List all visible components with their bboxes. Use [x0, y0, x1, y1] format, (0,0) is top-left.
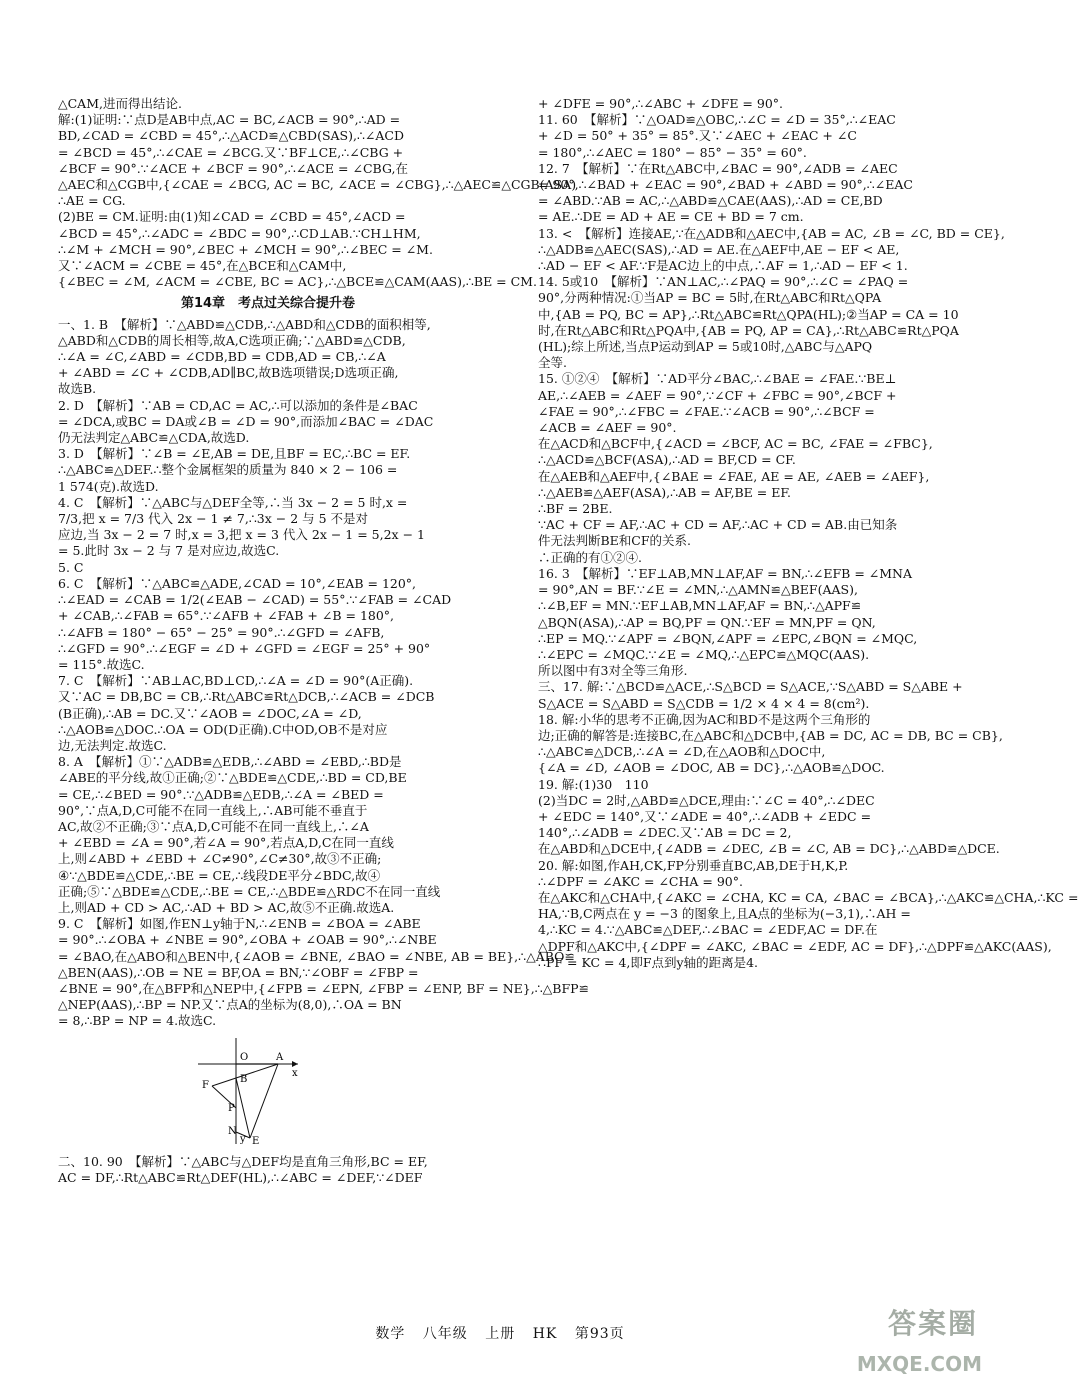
text-line: 20. 解:如图,作AH,CK,FP分别垂直BC,AB,DE于H,K,P. — [538, 857, 849, 873]
text-line: 3. D 【解析】∵∠B = ∠E,AB = DE,且BF = EC,∴BC = EF. — [58, 446, 411, 462]
text-line: ∴△ACD≌△BCF(ASA),∴AD = BF,CD = CF. — [538, 452, 796, 468]
text-line: (2)BE = CM.证明:由(1)知∠CAD = ∠CBD = 45°,∠ACD = — [58, 209, 406, 225]
text-line: = AE.∴DE = AD + AE = CE + BD = 7 cm. — [538, 209, 804, 225]
text-line: △BEN(AAS),∴OB = NE = BF,OA = BN,∵∠OBF = ∠FBP = — [58, 964, 419, 980]
text-line: 所以图中有3对全等三角形. — [538, 663, 688, 679]
text-line: AE,∴∠AEB = ∠AEF = 90°,∵∠CF + ∠FBC = 90°,∠BCF + — [538, 387, 897, 403]
text-line: 边,无法判定.故选C. — [58, 737, 167, 753]
text-line: 在△ABD和△DCE中,{∠ADB = ∠DEC, ∠B = ∠C, AB = DC},∴△ABD≌△DCE. — [538, 841, 1000, 857]
text-line: ∴正确的有①②④. — [538, 549, 642, 565]
text-line: + ∠EDC = 140°,又∵∠ADE = 40°,∴∠ADB + ∠EDC = — [538, 808, 872, 824]
footer-edition: HK — [532, 1326, 558, 1342]
text-line: ④∵△BDE≌△CDE,∴BE = CE,∴线段DE平分∠BDC,故④ — [58, 867, 381, 883]
text-line: + ∠CAB,∴∠FAB = 65°.∵∠AFB + ∠FAB + ∠B = 180°, — [58, 608, 395, 624]
text-line: 15. ①②④ 【解析】∵AD平分∠BAC,∴∠BAE = ∠FAE.∵BE⊥ — [538, 371, 897, 387]
text-line: 在△AEB和△AEF中,{∠BAE = ∠FAE, AE = AE, ∠AEB = ∠AEF}, — [538, 468, 930, 484]
text-line: 仍无法判定△ABC≌△CDA,故选D. — [58, 430, 250, 446]
text-line: 又∵∠ACM = ∠CBE = 45°,在△BCE和△CAM中, — [58, 258, 347, 274]
text-line: ∴EP = MQ.∵∠APF = ∠BQN,∠APF = ∠EPC,∠BQN = ∠MQC, — [538, 630, 918, 646]
text-line: ∠BCD = 45°,∴∠ADC = ∠BDC = 90°,∴CD⊥AB.∵CH⊥HM, — [58, 225, 421, 241]
text-line: 90°,分两种情况:①当AP = BC = 5时,在Rt△ABC和Rt△QPA — [538, 290, 882, 306]
text-line: = 90°.∴∠OBA + ∠NBE = 90°,∠OBA + ∠OAB = 90°,∴∠NBE — [58, 932, 437, 948]
text-line: ∴AE = CG. — [58, 193, 126, 209]
text-line: (2)当DC = 2时,△ABD≌△DCE,理由:∵∠C = 40°,∴∠DEC — [538, 792, 875, 808]
text-line: 又∵AC = DB,BC = CB,∴Rt△ABC≌Rt△DCB,∴∠ACB = ∠DCB — [58, 689, 435, 705]
text-line: = 8,∴BP = NP = 4.故选C. — [58, 1013, 217, 1029]
text-line: 4. C 【解析】∵△ABC与△DEF全等,∴当 3x − 2 = 5 时,x = — [58, 494, 408, 510]
text-line: ∴∠GFD = 90°.∴∠EGF = ∠D + ∠GFD = ∠EGF = 25° + 90° — [58, 640, 431, 656]
text-line: ∴△AEB≌△AEF(ASA),∴AB = AF,BE = EF. — [538, 484, 792, 500]
text-line: ∴∠M + ∠MCH = 90°,∠BEC + ∠MCH = 90°,∴∠BEC = ∠M. — [58, 241, 433, 257]
text-line: 2. D 【解析】∵AB = CD,AC = AC,∴可以添加的条件是∠BAC — [58, 397, 418, 413]
text-line: 一、1. B 【解析】∵△ABD≌△CDB,∴△ABD和△CDB的面积相等, — [58, 316, 431, 332]
text-line: ∠BNE = 90°,在△BFP和△NEP中,{∠FPB = ∠EPN, ∠FBP = ∠ENP, BF = NE},∴△BFP≌ — [58, 980, 590, 996]
text-line: AC,故②不正确;③∵点A,D,C可能不在同一直线上,∴∠A — [58, 818, 369, 834]
text-line: 18. 解:小华的思考不正确,因为AC和BD不是这两个三角形的 — [538, 711, 871, 727]
text-line: ∴△AOB≌△DOC.∴OA = OD(D正确).C中OD,OB不是对应 — [58, 721, 388, 737]
chapter-title: 第14章 考点过关综合提升卷 — [180, 296, 356, 312]
text-line: ∴BF = 2BE. — [538, 501, 613, 517]
text-line: △CAM,进而得出结论. — [58, 96, 182, 111]
answer-block-fill-blank — [58, 1154, 478, 1186]
text-line: 6. C 【解析】∵△ABC≌△ADE,∠CAD = 10°,∠EAB = 120°, — [58, 575, 417, 591]
text-line: = ∠BAO,在△ABO和△BEN中,{∠AOB = ∠BNE, ∠BAO = ∠NBE, AB = BE},∴△ABO≌ — [58, 948, 575, 964]
text-line: 故选B. — [58, 381, 97, 397]
text-line: ∠BCF = 90°.∵∠ACE + ∠BCF = 90°,∴∠ACE = ∠CBG,在 — [58, 160, 408, 176]
label-e: E — [252, 1135, 260, 1147]
text-line: 在△AKC和△CHA中,{∠AKC = ∠CHA, KC = CA, ∠BAC = ∠BCA},∴△AKC≌△CHA,∴KC = — [538, 889, 1078, 905]
text-line: ∵AC + CF = AF,∴AC + CD = AF,∴AC + CD = AB.由已知条 — [538, 517, 898, 533]
text-line: ∴∠A = ∠C,∠ABD = ∠CDB,BD = CDB,AD = CB,∴∠A — [58, 349, 386, 365]
text-line: BD,∠CAD = ∠CBD = 45°,∴△ACD≌△CBD(SAS),∴∠ACD — [58, 128, 404, 144]
text-line: (HL);综上所述,当点P运动到AP = 5或10时,△ABC与△APQ — [538, 339, 873, 355]
text-line: AC = DF,∴Rt△ABC≌Rt△DEF(HL),∴∠ABC = ∠DEF,∵∠DEF — [58, 1169, 423, 1185]
text-line: 19. 解:(1)30 110 — [538, 776, 649, 792]
watermark-url: MXQE.COM — [856, 1352, 982, 1376]
text-line: 16. 3 【解析】∵EF⊥AB,MN⊥AF,AF = BN,∴∠EFB = ∠MNA — [538, 565, 912, 581]
text-line: △AEC和△CGB中,{∠CAE = ∠BCG, AC = BC, ∠ACE = ∠CBG},∴△AEC≌△CGB(ASA) — [58, 177, 577, 193]
text-line: △BQN(ASA),∴AP = BQ,PF = QN.∵EF = MN,PF = QN, — [538, 614, 876, 630]
text-line: △ABD和△CDB的周长相等,故A,C选项正确;∵△ABD≌△CDB, — [58, 332, 406, 348]
text-line: 12. 7 【解析】∵在Rt△ABC中,∠BAC = 90°,∠ADB = ∠AEC — [538, 160, 898, 176]
text-line: = ∠ABD.∵AB = AC,∴△ABD≌△CAE(AAS),∴AD = CE,BD — [538, 193, 883, 209]
text-line: + ∠EBD = ∠A = 90°,若∠A = 90°,若点A,D,C在同一直线 — [58, 835, 394, 851]
text-line: ∴△ABC≌△DCB,∴∠A = ∠D,在△AOB和△DOC中, — [538, 744, 826, 760]
answer-block-ch13 — [58, 96, 577, 290]
text-line: 4,∴KC = 4.∵△ABC≌△DEF,∴∠BAC = ∠EDF,AC = DF.在 — [538, 922, 878, 938]
text-line: ∠FAE = 90°,∴∠FBC = ∠FAE.∵∠ACB = 90°,∴∠BCF = — [538, 403, 875, 419]
label-x: x — [292, 1067, 298, 1079]
text-line: (B正确),∴AB = DC.又∵∠AOB = ∠DOC,∠A = ∠D, — [58, 705, 362, 721]
footer-grade: 八年级 — [422, 1326, 468, 1342]
label-y: y — [240, 1133, 246, 1145]
text-line: 应边,当 3x − 2 = 7 时,x = 3,把 x = 3 代入 2x − 1 = 5,2x − 1 — [58, 527, 425, 543]
text-line: 上,则∠ABD + ∠EBD + ∠C≠90°,∠C≠30°,故③不正确; — [58, 851, 382, 867]
text-line: = 90°,∴∠BAD + ∠EAC = 90°,∠BAD + ∠ABD = 90°,∴∠EAC — [538, 177, 913, 193]
text-line: = 5.此时 3x − 2 与 7 是对应边,故选C. — [58, 543, 280, 559]
label-b: B — [240, 1073, 248, 1085]
text-line: 上,则AD + CD > AC,∴AD + BD > AC,故⑤不正确.故选A. — [58, 899, 395, 915]
text-line: ∴∠EAD = ∠CAB = 1/2(∠EAB − ∠CAD) = 55°.∵∠FAB = ∠CAD — [58, 592, 452, 608]
text-line: ∴∠DPF = ∠AKC = ∠CHA = 90°. — [538, 873, 743, 889]
text-line: 13. < 【解析】连接AE,∵在△ADB和△AEC中,{AB = AC, ∠B = ∠C, BD = CE}, — [538, 225, 1005, 241]
text-line: {∠BEC = ∠M, ∠ACM = ∠CBE, BC = AC},∴△BCE≌△CAM(AAS),∴BE = CM. — [58, 274, 537, 290]
text-line: 解:(1)证明:∵点D是AB中点,AC = BC,∠ACB = 90°,∴AD = — [58, 112, 401, 128]
text-line: 5. C — [58, 559, 84, 575]
text-line: △DPF和△AKC中,{∠DPF = ∠AKC, ∠BAC = ∠EDF, AC = DF},∴△DPF≌△AKC(AAS), — [538, 938, 1052, 954]
label-n: N — [228, 1125, 237, 1137]
answer-block-right — [538, 96, 1078, 971]
text-line: ∴∠B,EF = MN.∵EF⊥AB,MN⊥AF,AF = BN,∴△APF≌ — [538, 598, 862, 614]
text-line: 8. A 【解析】①∵△ADB≌△EDB,∴∠ABD = ∠EBD,∴BD是 — [58, 754, 402, 770]
label-o: O — [240, 1051, 249, 1063]
right-column — [538, 96, 1078, 971]
text-line: 在△ACD和△BCF中,{∠ACD = ∠BCF, AC = BC, ∠FAE = ∠FBC}, — [538, 436, 933, 452]
coordinate-figure — [188, 1036, 478, 1150]
text-line: = 90°,AN = BF.∵∠E = ∠MN,∴△AMN≌△BEF(AAS), — [538, 582, 858, 598]
text-line: ∴∠EPC = ∠MQC.∵∠E = ∠MQ,∴△EPC≌△MQC(AAS). — [538, 646, 870, 662]
text-line: = ∠BCD = 45°,∴∠CAE = ∠BCG.又∵BF⊥CE,∴∠CBG + — [58, 144, 404, 160]
text-line: 11. 60 【解析】∵△OAD≌△OBC,∴∠C = ∠D = 35°,∴∠EAC — [538, 112, 896, 128]
label-a: A — [276, 1051, 284, 1063]
text-line: ∠ACB = ∠AEF = 90°. — [538, 420, 677, 436]
footer-subject: 数学 — [375, 1326, 406, 1342]
watermark-logo — [836, 1307, 986, 1386]
text-line: △NEP(AAS),∴BP = NP.又∵点A的坐标为(8,0),∴OA = BN — [58, 997, 402, 1013]
text-line: 全等. — [538, 355, 567, 371]
footer-volume: 上册 — [485, 1326, 516, 1342]
text-line: S△ACE = S△ABD = S△CDB = 1/2 × 4 × 4 = 8(cm²). — [538, 695, 870, 711]
text-line: 时,在Rt△ABC和Rt△PQA中,{AB = PQ, AP = CA},∴Rt△ABC≌Rt△PQA — [538, 322, 959, 338]
text-line: 90°,∵点A,D,C可能不在同一直线上,∴AB可能不垂直于 — [58, 802, 368, 818]
text-line: 正确;⑤∵△BDE≌△CDE,∴BE = CE,∴△BDE≌△RDC不在同一直线 — [58, 883, 441, 899]
text-line: 三、17. 解:∵△BCD≌△ACE,∴S△BCD = S△ACE,∵S△ABD = S△ABE + — [538, 679, 963, 695]
label-f: F — [202, 1079, 209, 1091]
text-line: ∠ABE的平分线,故①正确;②∵△BDE≌△CDE,∴BD = CD,BE — [58, 770, 407, 786]
text-line: HA,∵B,C两点在 y = −3 的图象上,且A点的坐标为(−3,1),∴AH = — [538, 906, 911, 922]
text-line: = 180°,∴∠AEC = 180° − 85° − 35° = 60°. — [538, 144, 807, 160]
text-line: + ∠DFE = 90°,∴∠ABC + ∠DFE = 90°. — [538, 96, 783, 111]
text-line: ∴△ADB≌△AEC(SAS),∴AD = AE.在△AEF中,AE − EF < AE, — [538, 241, 900, 257]
text-line: ∴PF = KC = 4,即F点到y轴的距离是4. — [538, 954, 759, 970]
text-line: 9. C 【解析】如图,作EN⊥y轴于N,∴∠ENB = ∠BOA = ∠ABE — [58, 916, 421, 932]
text-line: = CE,∴∠BED = 90°.∵△ADB≌△EDB,∴∠A = ∠BED = — [58, 786, 384, 802]
text-line: 7. C 【解析】∵AB⊥AC,BD⊥CD,∴∠A = ∠D = 90°(A正确). — [58, 673, 414, 689]
text-line: 140°,∴∠ADB = ∠DEC.又∵AB = DC = 2, — [538, 825, 792, 841]
text-line: = 115°.故选C. — [58, 656, 145, 672]
footer-page: 第93页 — [574, 1326, 625, 1342]
text-line: 14. 5或10 【解析】∵AN⊥AC,∴∠PAQ = 90°,∴∠C = ∠PAQ = — [538, 274, 909, 290]
text-line: 边;正确的解答是:连接BC,在△ABC和△DCB中,{AB = DC, AC = DB, BC = CB}, — [538, 727, 1003, 743]
text-line: ∴∠AFB = 180° − 65° − 25° = 90°.∴∠GFD = ∠AFB, — [58, 624, 385, 640]
text-line: + ∠D = 50° + 35° = 85°.又∵∠AEC + ∠EAC + ∠C — [538, 128, 857, 144]
text-line: 7/3,把 x = 7/3 代入 2x − 1 ≠ 7,∴3x − 2 与 5 不是对 — [58, 511, 369, 527]
text-line: {∠A = ∠D, ∠AOB = ∠DOC, AB = DC},∴△AOB≌△DOC. — [538, 760, 885, 776]
text-line: 件无法判断BE和CF的关系. — [538, 533, 692, 549]
label-p: P — [228, 1102, 235, 1114]
text-line: ∴AD − EF < AF.∵F是AC边上的中点,∴AF = 1,∴AD − EF < 1. — [538, 258, 908, 274]
text-line: 1 574(克).故选D. — [58, 478, 159, 494]
text-line: + ∠ABD = ∠C + ∠CDB,AD∥BC,故B选项错误;D选项正确, — [58, 365, 399, 381]
text-line: = ∠DCA,或BC = DA或∠B = ∠D = 90°,而添加∠BAC = ∠DAC — [58, 413, 434, 429]
text-line: ∴△ABC≌△DEF.∴整个金属框架的质量为 840 × 2 − 106 = — [58, 462, 398, 478]
text-line: 二、10. 90 【解析】∵△ABC与△DEF均是直角三角形,BC = EF, — [58, 1153, 428, 1169]
watermark-title: 答案圈 — [887, 1307, 978, 1340]
text-line: 中,{AB = PQ, BC = AP},∴Rt△ABC≌Rt△QPA(HL);②当AP = CA = 10 — [538, 306, 959, 322]
